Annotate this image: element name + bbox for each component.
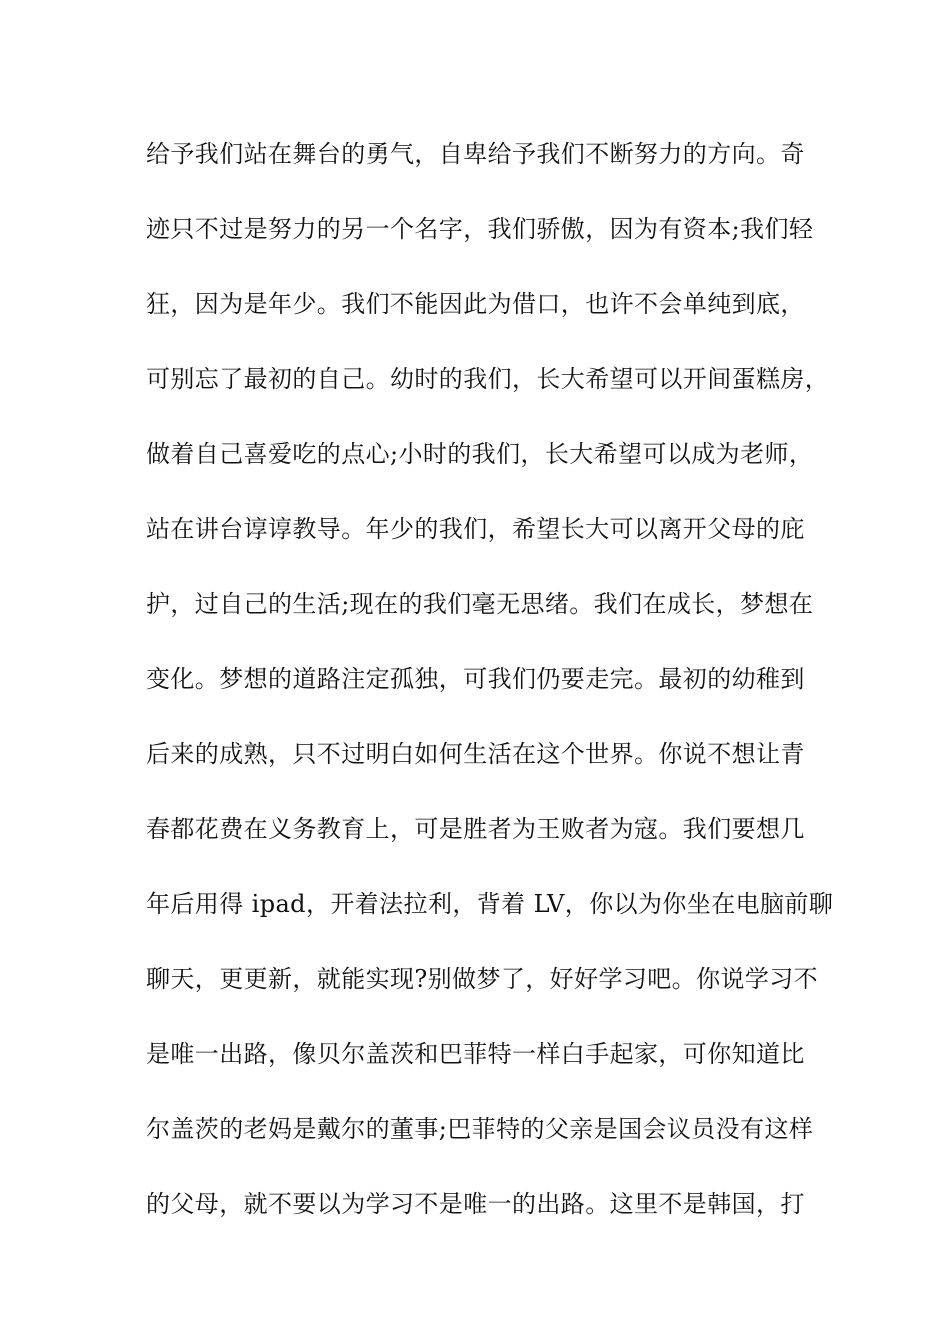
text-line: 尔盖茨的老妈是戴尔的董事;巴菲特的父亲是国会议员没有这样: [146, 1115, 814, 1143]
text-line: 春都花费在义务教育上，可是胜者为王败者为寇。我们要想几: [146, 815, 805, 843]
text-line: 聊天，更更新，就能实现?别做梦了，好好学习吧。你说学习不: [146, 965, 819, 993]
text-line: 护，过自己的生活;现在的我们毫无思绪。我们在成长，梦想在: [146, 590, 814, 618]
text-line: 迹只不过是努力的另一个名字，我们骄傲，因为有资本;我们轻: [146, 215, 814, 243]
text-line: 是唯一出路，像贝尔盖茨和巴菲特一样白手起家，可你知道比: [146, 1040, 805, 1068]
text-line: 可别忘了最初的自己。幼时的我们，长大希望可以开间蛋糕房，: [146, 365, 830, 393]
text-line: 做着自己喜爱吃的点心;小时的我们，长大希望可以成为老师，: [146, 440, 814, 468]
text-line: 后来的成熟，只不过明白如何生活在这个世界。你说不想让青: [146, 740, 805, 768]
text-line: 年后用得 ipad，开着法拉利，背着 LV，你以为你坐在电脑前聊: [146, 890, 834, 918]
text-line: 的父母，就不要以为学习不是唯一的出路。这里不是韩国，打: [146, 1190, 805, 1218]
text-line: 变化。梦想的道路注定孤独，可我们仍要走完。最初的幼稚到: [146, 665, 805, 693]
text-line: 给予我们站在舞台的勇气，自卑给予我们不断努力的方向。奇: [146, 140, 805, 168]
body-text: [146, 134, 834, 1259]
text-line: 狂，因为是年少。我们不能因此为借口，也许不会单纯到底，: [146, 290, 805, 318]
text-line: 站在讲台谆谆教导。年少的我们，希望长大可以离开父母的庇: [146, 515, 805, 543]
